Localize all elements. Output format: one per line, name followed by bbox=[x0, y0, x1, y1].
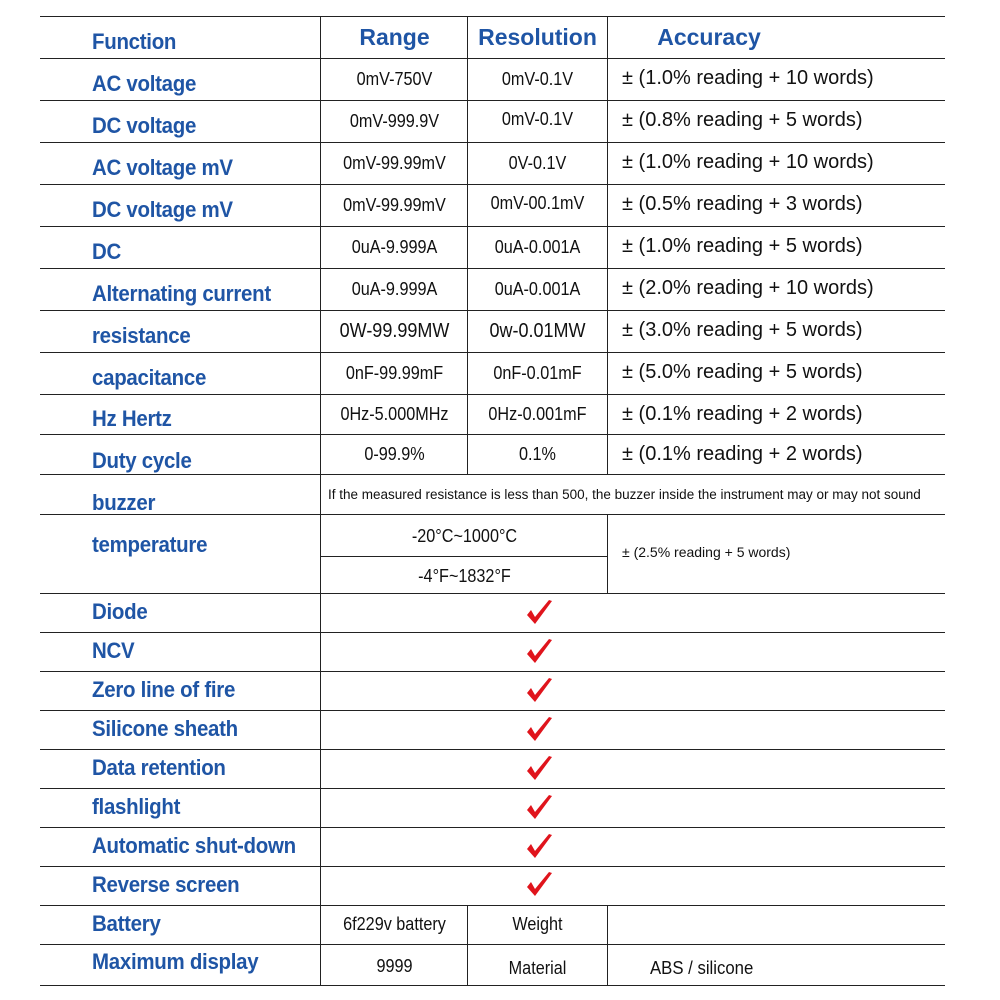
row-accuracy: ± (1.0% reading + 10 words) bbox=[622, 150, 874, 173]
checkmark-icon bbox=[522, 793, 556, 823]
max-display-value: 9999 bbox=[376, 955, 413, 976]
row-resolution: 0V-0.1V bbox=[508, 152, 567, 173]
row-function: Hz Hertz bbox=[92, 406, 172, 431]
row-function: AC voltage mV bbox=[92, 155, 233, 180]
row-range: 0uA-9.999A bbox=[351, 236, 438, 257]
row-resolution: 0nF-0.01mF bbox=[493, 362, 582, 383]
column-divider bbox=[607, 16, 608, 474]
row-resolution: 0uA-0.001A bbox=[494, 278, 581, 299]
checkmark-icon bbox=[522, 870, 556, 900]
max-display-function: Maximum display bbox=[92, 949, 259, 974]
row-range: 0mV-99.99mV bbox=[343, 152, 446, 173]
row-resolution: 0mV-0.1V bbox=[501, 68, 574, 89]
column-divider bbox=[320, 16, 321, 985]
row-accuracy: ± (5.0% reading + 5 words) bbox=[622, 360, 863, 383]
row-range: 0mV-750V bbox=[356, 68, 433, 89]
row-accuracy: ± (2.0% reading + 10 words) bbox=[622, 276, 874, 299]
buzzer-note: If the measured resistance is less than 500, the buzzer inside the instrument may or may not sound bbox=[328, 486, 921, 502]
temperature-range-fahrenheit: -4°F~1832°F bbox=[418, 565, 511, 586]
row-function: DC voltage bbox=[92, 113, 197, 138]
row-resolution: 0mV-00.1mV bbox=[490, 192, 585, 213]
header-range: Range bbox=[359, 23, 430, 50]
row-resolution: 0Hz-0.001mF bbox=[488, 403, 587, 424]
table-rule bbox=[40, 16, 945, 17]
row-accuracy: ± (3.0% reading + 5 words) bbox=[622, 318, 863, 341]
feature-function: Silicone sheath bbox=[92, 716, 238, 741]
row-resolution: 0w-0.01MW bbox=[489, 319, 586, 342]
row-range: 0mV-999.9V bbox=[349, 110, 440, 131]
row-function: Alternating current bbox=[92, 281, 271, 306]
feature-function: flashlight bbox=[92, 794, 181, 819]
row-accuracy: ± (1.0% reading + 10 words) bbox=[622, 66, 874, 89]
row-accuracy: ± (1.0% reading + 5 words) bbox=[622, 234, 863, 257]
row-function: DC voltage mV bbox=[92, 197, 233, 222]
checkmark-icon bbox=[522, 754, 556, 784]
column-divider bbox=[607, 905, 608, 985]
weight-label: Weight bbox=[512, 913, 563, 934]
row-range: 0nF-99.99mF bbox=[345, 362, 444, 383]
battery-value: 6f229v battery bbox=[343, 913, 446, 934]
feature-function: Diode bbox=[92, 599, 148, 624]
row-resolution: 0uA-0.001A bbox=[494, 236, 581, 257]
temperature-function: temperature bbox=[92, 532, 208, 557]
row-function: DC bbox=[92, 239, 122, 264]
material-label: Material bbox=[508, 957, 567, 978]
checkmark-icon bbox=[522, 598, 556, 628]
buzzer-function: buzzer bbox=[92, 490, 156, 515]
checkmark-icon bbox=[522, 832, 556, 862]
row-resolution: 0mV-0.1V bbox=[501, 108, 574, 129]
row-accuracy: ± (0.1% reading + 2 words) bbox=[622, 442, 863, 465]
table-rule bbox=[320, 556, 607, 557]
column-divider bbox=[467, 905, 468, 985]
row-range: 0W-99.99MW bbox=[339, 319, 450, 342]
feature-function: Reverse screen bbox=[92, 872, 240, 897]
row-accuracy: ± (0.5% reading + 3 words) bbox=[622, 192, 863, 215]
row-function: capacitance bbox=[92, 365, 207, 390]
battery-function: Battery bbox=[92, 911, 161, 936]
checkmark-icon bbox=[522, 637, 556, 667]
row-range: 0mV-99.99mV bbox=[343, 194, 446, 215]
row-function: AC voltage bbox=[92, 71, 197, 96]
header-function: Function bbox=[92, 29, 177, 54]
row-range: 0Hz-5.000MHz bbox=[340, 403, 449, 424]
row-range: 0uA-9.999A bbox=[351, 278, 438, 299]
header-resolution: Resolution bbox=[478, 23, 597, 50]
row-function: resistance bbox=[92, 323, 191, 348]
column-divider bbox=[607, 514, 608, 593]
row-accuracy: ± (0.1% reading + 2 words) bbox=[622, 402, 863, 425]
feature-function: Zero line of fire bbox=[92, 677, 236, 702]
checkmark-icon bbox=[522, 676, 556, 706]
temperature-accuracy: ± (2.5% reading + 5 words) bbox=[622, 544, 791, 560]
weight-value bbox=[622, 906, 942, 942]
header-accuracy: Accuracy bbox=[657, 23, 761, 50]
material-value: ABS / silicone bbox=[650, 957, 754, 978]
row-resolution: 0.1% bbox=[519, 443, 556, 464]
row-accuracy: ± (0.8% reading + 5 words) bbox=[622, 108, 863, 131]
feature-function: NCV bbox=[92, 638, 135, 663]
row-range: 0-99.9% bbox=[364, 443, 425, 464]
row-function: Duty cycle bbox=[92, 448, 192, 473]
column-divider bbox=[467, 16, 468, 474]
checkmark-icon bbox=[522, 715, 556, 745]
feature-function: Data retention bbox=[92, 755, 226, 780]
feature-function: Automatic shut-down bbox=[92, 833, 296, 858]
temperature-range-celsius: -20°C~1000°C bbox=[411, 525, 518, 546]
